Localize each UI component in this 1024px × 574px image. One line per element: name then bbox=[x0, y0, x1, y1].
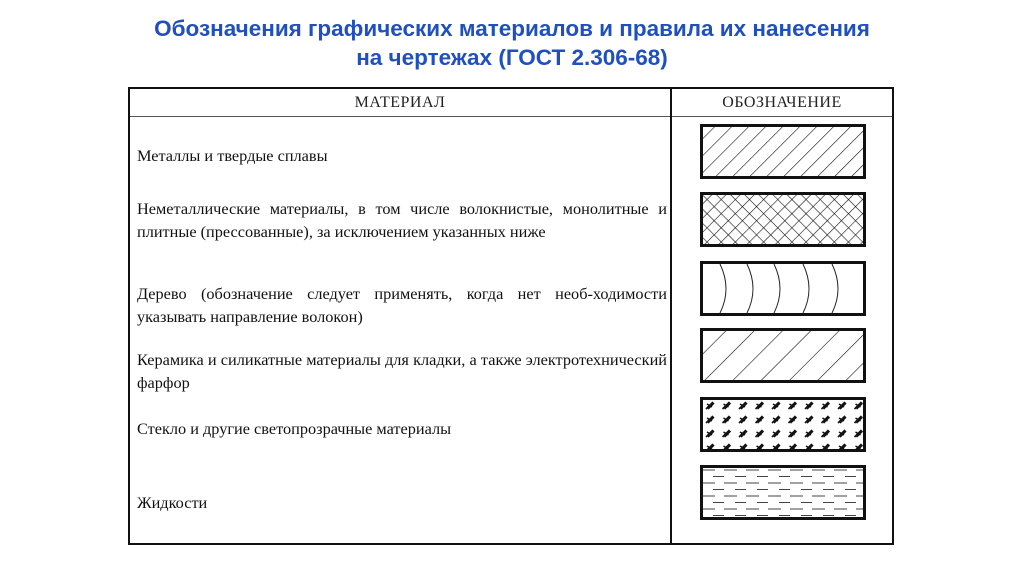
swatch-cross-hatch bbox=[700, 192, 866, 247]
column-divider bbox=[670, 89, 672, 543]
swatch-wide-diagonal-hatch bbox=[700, 328, 866, 383]
material-nonmetals: Неметаллические материалы, в том числе волокнистые, монолитные и плитные (прессованные), за исключением указанных ниже bbox=[137, 199, 667, 241]
swatch-wood bbox=[700, 261, 866, 316]
materials-table bbox=[128, 87, 894, 545]
material-glass: Стекло и другие светопрозрачные материалы bbox=[137, 419, 452, 438]
slide-title bbox=[0, 14, 1024, 72]
material-wood: Дерево (обозначение следует применять, когда нет необ-ходимости указывать направление волокон) bbox=[137, 284, 667, 326]
material-ceramics: Керамика и силикатные материалы для кладки, а также электротехнический фарфор bbox=[137, 350, 667, 392]
swatch-diagonal-hatch bbox=[700, 124, 866, 179]
title-line-1: Обозначения графических материалов и правила их нанесения bbox=[154, 16, 870, 41]
material-liquids: Жидкости bbox=[137, 493, 208, 512]
swatch-liquids bbox=[700, 465, 866, 520]
title-line-2: на чертежах (ГОСТ 2.306-68) bbox=[356, 45, 668, 70]
material-metals: Металлы и твердые сплавы bbox=[137, 146, 328, 165]
header-designation: ОБОЗНАЧЕНИЕ bbox=[672, 89, 892, 117]
swatch-glass bbox=[700, 397, 866, 452]
header-material: МАТЕРИАЛ bbox=[130, 89, 670, 117]
